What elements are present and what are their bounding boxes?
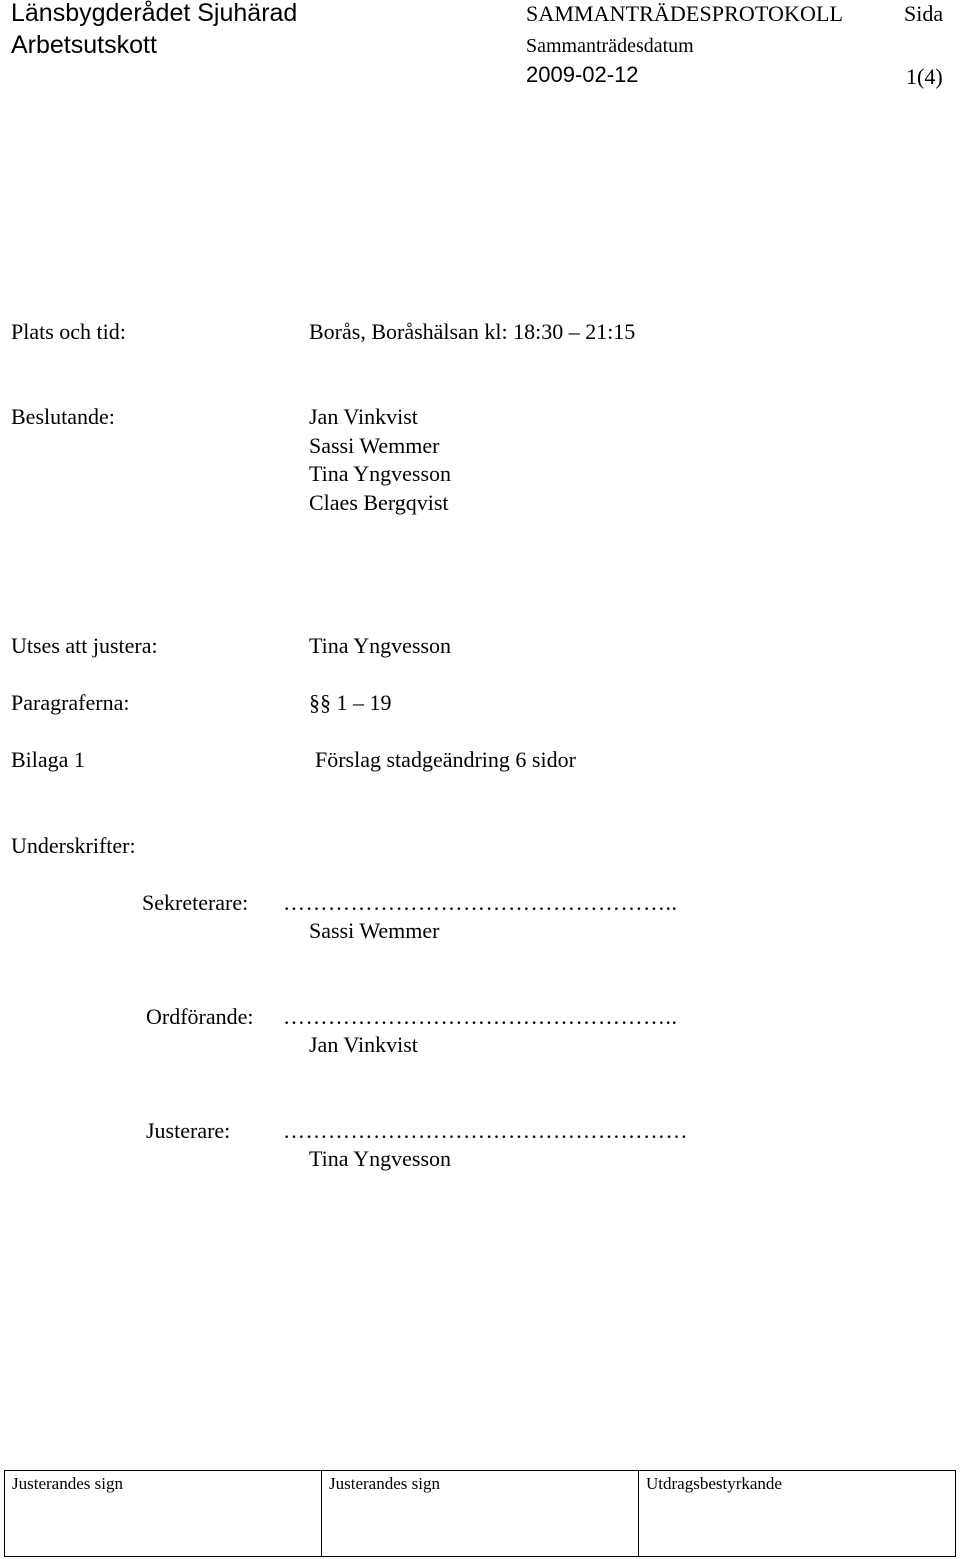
adjuster-sign-label: Justerare: bbox=[146, 1118, 231, 1143]
secretary-label: Sekreterare: bbox=[142, 890, 249, 915]
deciding-member: Tina Yngvesson bbox=[309, 461, 452, 486]
deciding-member: Claes Bergqvist bbox=[309, 489, 449, 515]
deciding-label: Beslutande: bbox=[11, 404, 115, 429]
place-value: Borås, Boråshälsan kl: 18:30 – 21:15 bbox=[309, 319, 636, 344]
organization-name: Länsbygderådet Sjuhärad bbox=[11, 0, 298, 27]
attachment-value: Förslag stadgeändring 6 sidor bbox=[315, 747, 576, 772]
adjuster-sign-name: Tina Yngvesson bbox=[309, 1146, 452, 1171]
chair-label: Ordförande: bbox=[146, 1004, 254, 1029]
unit-name: Arbetsutskott bbox=[11, 31, 157, 59]
adjuster-label: Utses att justera: bbox=[11, 633, 158, 658]
document-type: SAMMANTRÄDESPROTOKOLL bbox=[526, 1, 844, 26]
page-number: 1(4) bbox=[906, 64, 943, 89]
footer-cell-justerandes-sign-1: Justerandes sign bbox=[5, 1471, 322, 1556]
signature-footer-table bbox=[4, 1470, 956, 1557]
chair-signature-line: …………………………………………….. bbox=[283, 1004, 678, 1029]
paragraphs-value: §§ 1 – 19 bbox=[309, 690, 392, 715]
attachment-label: Bilaga 1 bbox=[11, 747, 85, 772]
meeting-date: 2009-02-12 bbox=[526, 62, 639, 87]
date-label: Sammanträdesdatum bbox=[526, 35, 694, 57]
deciding-members-list bbox=[309, 403, 451, 517]
secretary-name: Sassi Wemmer bbox=[309, 918, 440, 943]
chair-name: Jan Vinkvist bbox=[309, 1032, 418, 1057]
deciding-member: Jan Vinkvist bbox=[309, 404, 418, 429]
deciding-member: Sassi Wemmer bbox=[309, 432, 440, 458]
paragraphs-label: Paragraferna: bbox=[11, 690, 130, 715]
page-label: Sida bbox=[904, 1, 944, 26]
place-label: Plats och tid: bbox=[11, 319, 126, 344]
adjuster-value: Tina Yngvesson bbox=[309, 633, 452, 658]
footer-cell-utdragsbestyrkande: Utdragsbestyrkande bbox=[646, 1474, 782, 1493]
signatures-heading: Underskrifter: bbox=[11, 833, 136, 858]
adjuster-signature-line: ……………………………………………… bbox=[283, 1118, 688, 1143]
footer-cell-justerandes-sign-2: Justerandes sign bbox=[322, 1471, 639, 1556]
secretary-signature-line: …………………………………………….. bbox=[283, 890, 678, 915]
